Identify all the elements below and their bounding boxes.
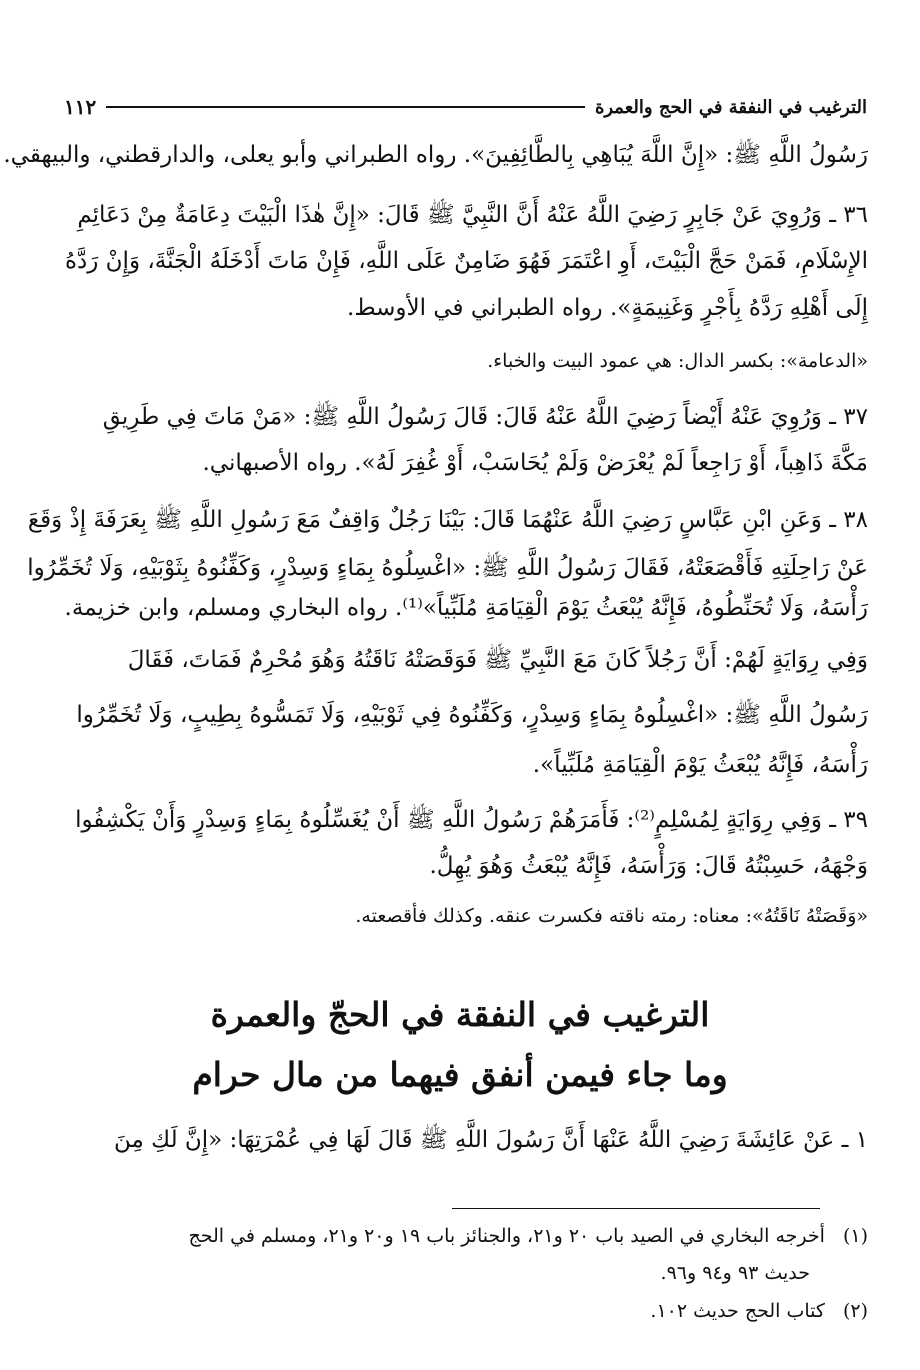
text-line: ٣٩ ـ وَفِي رِوَايَةٍ لِمُسْلِمٍ⁽²⁾: فَأَمَرَهُمْ رَسُولُ اللَّهِ ﷺ أَنْ يُغَسِّلُوهُ بِمَاءٍ وَسِدْرٍ وَأَنْ يَكْشِفُوا (75, 807, 868, 833)
running-title: الترغيب في النفقة في الحج والعمرة (594, 96, 867, 118)
header-rule (106, 106, 585, 108)
text-line: ١ ـ عَنْ عَائِشَةَ رَضِيَ اللَّهُ عَنْهَا أَنَّ رَسُولَ اللَّهِ ﷺ قَالَ لَهَا فِي عُمْرَتِهَا: «إِنَّ لَكِ مِنَ (114, 1127, 868, 1153)
text-line: إِلَى أَهْلِهِ رَدَّهُ بِأَجْرٍ وَغَنِيمَةٍ». رواه الطبراني في الأوسط. (347, 295, 868, 321)
footnote-separator (452, 1208, 820, 1209)
text-line: ٣٦ ـ وَرُوِيَ عَنْ جَابِرٍ رَضِيَ اللَّهُ عَنْهُ أَنَّ النَّبِيَّ ﷺ قَالَ: «إِنَّ هٰذَا الْبَيْتَ دِعَامَةٌ مِنْ دَعَائِمِ (77, 202, 868, 228)
footnote-2 (650, 1300, 868, 1322)
text-line: وَجْهَهُ، حَسِبْتُهُ قَالَ: وَرَأْسَهُ، فَإِنَّهُ يُبْعَثُ وَهُوَ يُهِلُّ. (429, 853, 868, 879)
footnote-1 (188, 1225, 868, 1247)
text-line: رَأْسَهُ، وَلَا تُحَنِّطُوهُ، فَإِنَّهُ يُبْعَثُ يَوْمَ الْقِيَامَةِ مُلَبِّياً»⁽¹⁾. رواه البخاري ومسلم، وابن خزيمة. (64, 595, 868, 621)
section-heading-line1: الترغيب في النفقة في الحجّ والعمرة (210, 995, 710, 1034)
text-line: رَسُولُ اللَّهِ ﷺ: «إِنَّ اللَّهَ يُبَاهِي بِالطَّائِفِينَ». رواه الطبراني وأبو يعلى، والدارقطني، والبيهقي. (3, 142, 868, 168)
text-line: وَفِي رِوَايَةٍ لَهُمْ: أَنَّ رَجُلاً كَانَ مَعَ النَّبِيِّ ﷺ فَوَقَصَتْهُ نَاقَتُهُ وَهُوَ مُحْرِمٌ فَمَاتَ، فَقَالَ (127, 647, 868, 673)
footnote-marker: (١) (842, 1225, 868, 1247)
running-header (52, 92, 867, 122)
section-heading-line2: وما جاء فيمن أنفق فيهما من مال حرام (192, 1055, 728, 1094)
footnote-text: أخرجه البخاري في الصيد باب ٢٠ و٢١، والجنائز باب ١٩ و٢٠ و٢١، ومسلم في الحج (188, 1225, 825, 1247)
text-line: ٣٨ ـ وَعَنِ ابْنِ عَبَّاسٍ رَضِيَ اللَّهُ عَنْهُمَا قَالَ: بَيْنَا رَجُلٌ وَاقِفٌ مَعَ رَسُولِ اللَّهِ ﷺ بِعَرَفَةَ إِذْ وَقَعَ (27, 507, 868, 533)
footnote-text: حديث ٩٣ و٩٤ و٩٦. (660, 1262, 810, 1284)
gloss-note: «وَقَصَتْهُ نَاقَتُهُ»: معناه: رمته ناقته فكسرت عنقه. وكذلك فأقصعته. (355, 905, 868, 927)
footnote-text: كتاب الحج حديث ١٠٢. (650, 1300, 825, 1322)
gloss-note: «الدعامة»: بكسر الدال: هي عمود البيت والخباء. (487, 350, 868, 372)
page-number: ١١٢ (64, 95, 97, 119)
text-line: عَنْ رَاحِلَتِهِ فَأَقْصَعَتْهُ، فَقَالَ رَسُولُ اللَّهِ ﷺ: «اغْسِلُوهُ بِمَاءٍ وَسِدْرٍ، وَكَفِّنُوهُ بِثَوْبَيْهِ، وَلَا تُخَمِّرُوا (27, 555, 868, 581)
footnote-marker: (٢) (842, 1300, 868, 1322)
text-line: رَأْسَهُ، فَإِنَّهُ يُبْعَثُ يَوْمَ الْقِيَامَةِ مُلَبِّياً». (532, 752, 868, 778)
text-line: ٣٧ ـ وَرُوِيَ عَنْهُ أَيْضاً رَضِيَ اللَّهُ عَنْهُ قَالَ: قَالَ رَسُولُ اللَّهِ ﷺ: «مَنْ مَاتَ فِي طَرِيقِ (102, 404, 868, 430)
text-line: مَكَّةَ ذَاهِباً، أَوْ رَاجِعاً لَمْ يُعْرَضْ وَلَمْ يُحَاسَبْ، أَوْ غُفِرَ لَهُ». رواه الأصبهاني. (202, 450, 868, 476)
text-line: الإِسْلَامِ، فَمَنْ حَجَّ الْبَيْتَ، أَوِ اعْتَمَرَ فَهُوَ ضَامِنٌ عَلَى اللَّهِ، فَإِنْ مَاتَ أَدْخَلَهُ الْجَنَّةَ، وَإِنْ رَدَّهُ (64, 248, 868, 274)
text-line: رَسُولُ اللَّهِ ﷺ: «اغْسِلُوهُ بِمَاءٍ وَسِدْرٍ، وَكَفِّنُوهُ فِي ثَوْبَيْهِ، وَلَا تَمَسُّوهُ بِطِيبٍ، وَلَا تُخَمِّرُوا (76, 702, 868, 728)
footnote-1-continued (661, 1262, 810, 1284)
